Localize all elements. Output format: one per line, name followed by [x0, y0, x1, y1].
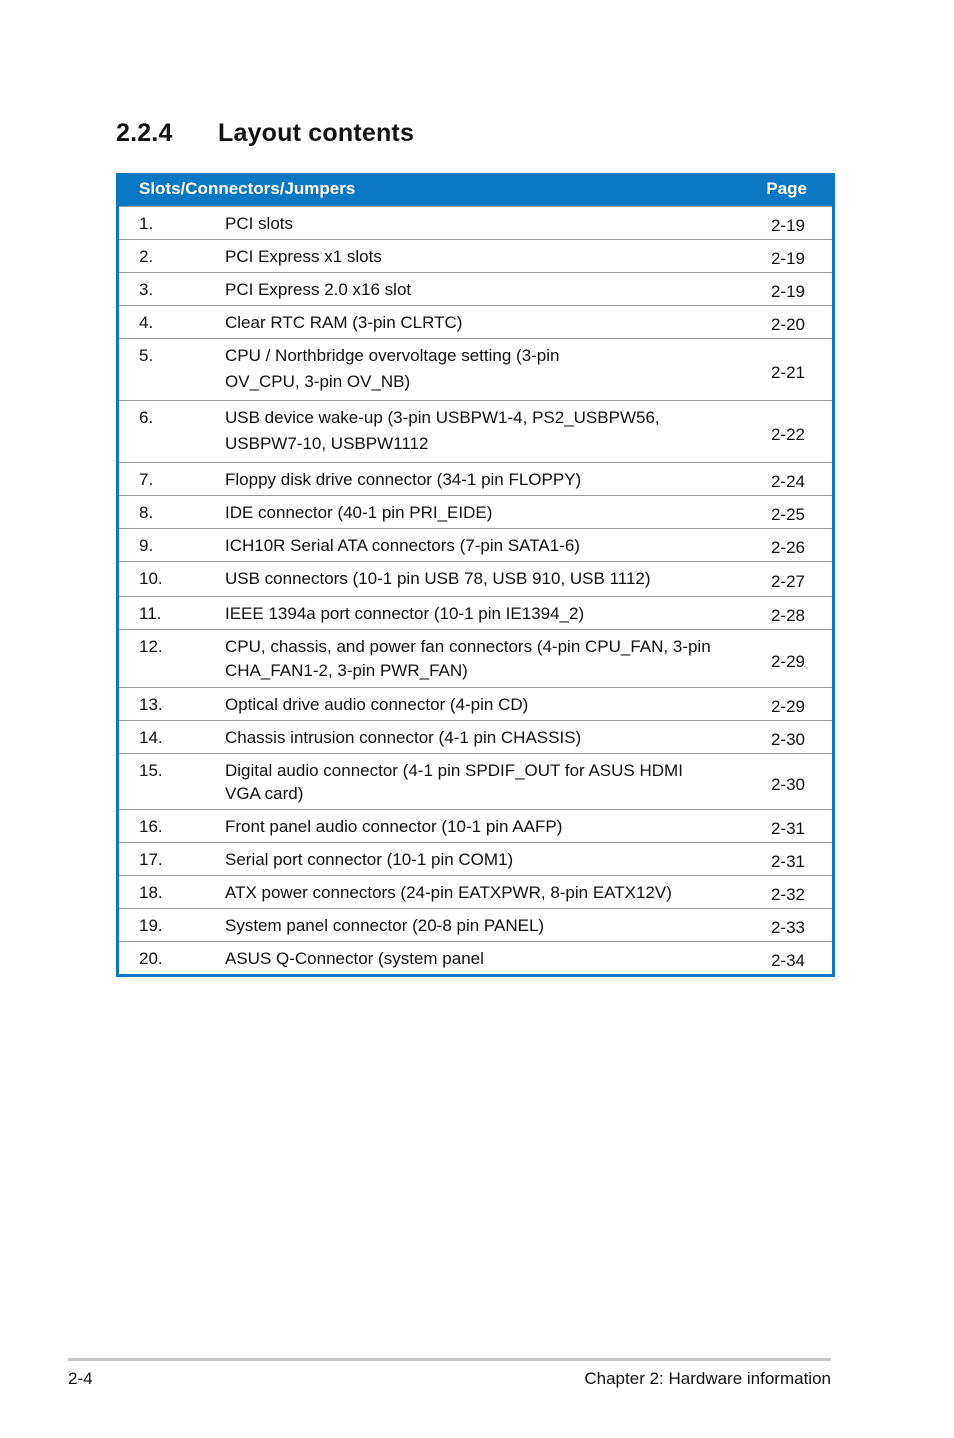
row-description: Serial port connector (10-1 pin COM1) — [225, 850, 514, 869]
table-row — [119, 462, 832, 495]
row-page: 2-29 — [770, 651, 805, 671]
row-page: 2-31 — [770, 852, 805, 871]
row-description-line: USB device wake-up (3-pin USBPW1-4, PS2_USBPW56, — [225, 408, 660, 427]
row-number: 10. — [139, 569, 163, 588]
row-number: 20. — [139, 949, 163, 968]
row-number: 19. — [139, 916, 163, 935]
row-number: 1. — [139, 214, 154, 233]
row-page: 2-27 — [770, 572, 805, 591]
row-page: 2-20 — [770, 315, 805, 334]
table-row — [119, 272, 832, 305]
row-description — [225, 401, 725, 462]
row-description: IDE connector (40-1 pin PRI_EIDE) — [225, 503, 493, 522]
row-description: PCI Express x1 slots — [225, 247, 382, 266]
row-number: 14. — [139, 728, 163, 747]
row-page: 2-25 — [770, 505, 805, 524]
table-row — [119, 809, 832, 842]
row-page: 2-19 — [770, 282, 805, 301]
section-heading — [116, 119, 414, 148]
row-description — [225, 754, 725, 809]
row-description: System panel connector (20-8 pin PANEL) — [225, 916, 545, 935]
row-number: 13. — [139, 695, 163, 714]
row-number: 5. — [139, 346, 154, 365]
row-description: USB connectors (10-1 pin USB 78, USB 910, USB 1112) — [225, 569, 651, 588]
table-row — [119, 753, 832, 809]
row-page: 2-21 — [770, 362, 805, 382]
table-row — [119, 561, 832, 596]
row-page: 2-32 — [770, 885, 805, 904]
row-description — [225, 339, 725, 400]
table-row — [119, 687, 832, 720]
row-page: 2-31 — [770, 819, 805, 838]
row-number: 7. — [139, 470, 154, 489]
section-number: 2.2.4 — [116, 119, 173, 147]
footer-chapter-title: Chapter 2: Hardware information — [584, 1369, 831, 1388]
row-description: PCI slots — [225, 214, 294, 233]
row-description: ASUS Q-Connector (system panel — [225, 949, 484, 968]
footer-page-number: 2-4 — [68, 1369, 93, 1388]
row-description: ICH10R Serial ATA connectors (7-pin SATA1-6) — [225, 536, 580, 555]
row-description — [225, 630, 725, 687]
row-description-line: USBPW7-10, USBPW1112 — [225, 434, 429, 453]
row-page: 2-34 — [770, 951, 805, 970]
row-number: 8. — [139, 503, 154, 522]
row-description: Chassis intrusion connector (4-1 pin CHASSIS) — [225, 728, 582, 747]
table-row — [119, 206, 832, 239]
row-description: PCI Express 2.0 x16 slot — [225, 280, 412, 299]
row-number: 3. — [139, 280, 154, 299]
table-row — [119, 720, 832, 753]
table-header — [119, 173, 832, 206]
row-page: 2-33 — [770, 918, 805, 937]
row-description: Floppy disk drive connector (34-1 pin FLOPPY) — [225, 470, 582, 489]
row-description-line: CPU / Northbridge overvoltage setting (3-pin — [225, 346, 560, 365]
table-row — [119, 908, 832, 941]
row-description-line: VGA card) — [225, 784, 304, 803]
row-page: 2-28 — [770, 606, 805, 625]
table-row — [119, 239, 832, 272]
table-row — [119, 495, 832, 528]
row-number: 6. — [139, 408, 154, 427]
section-title: Layout contents — [218, 119, 415, 147]
table-row — [119, 875, 832, 908]
table-row — [119, 941, 832, 974]
table-row — [119, 596, 832, 629]
row-page: 2-30 — [770, 774, 805, 794]
row-number: 9. — [139, 536, 154, 555]
table-row — [119, 400, 832, 462]
row-page: 2-29 — [770, 697, 805, 716]
table-row — [119, 629, 832, 687]
row-description-line: Digital audio connector (4-1 pin SPDIF_OUT for ASUS HDMI — [225, 761, 683, 780]
row-number: 18. — [139, 883, 163, 902]
table-row — [119, 842, 832, 875]
header-page: Page — [766, 178, 807, 198]
row-page: 2-19 — [770, 216, 805, 235]
row-number: 11. — [139, 604, 162, 623]
header-slots-connectors-jumpers: Slots/Connectors/Jumpers — [139, 178, 356, 198]
row-number: 4. — [139, 313, 154, 332]
table-row — [119, 305, 832, 338]
row-description: ATX power connectors (24-pin EATXPWR, 8-pin EATX12V) — [225, 883, 672, 902]
row-number: 15. — [139, 761, 163, 780]
footer-divider — [68, 1358, 831, 1361]
row-description: Front panel audio connector (10-1 pin AAFP) — [225, 817, 563, 836]
table-row — [119, 528, 832, 561]
table-row — [119, 338, 832, 400]
row-number: 12. — [139, 637, 163, 656]
row-description-line: CHA_FAN1-2, 3-pin PWR_FAN) — [225, 661, 468, 680]
row-page: 2-19 — [770, 249, 805, 268]
row-page: 2-30 — [770, 730, 805, 749]
row-page: 2-22 — [770, 424, 805, 444]
row-description-line: CPU, chassis, and power fan connectors (4-pin CPU_FAN, 3-pin — [225, 637, 711, 656]
row-description: Clear RTC RAM (3-pin CLRTC) — [225, 313, 463, 332]
row-description: IEEE 1394a port connector (10-1 pin IE1394_2) — [225, 604, 585, 623]
row-page: 2-26 — [770, 538, 805, 557]
row-description: Optical drive audio connector (4-pin CD) — [225, 695, 529, 714]
layout-contents-table — [116, 173, 835, 977]
row-description-line: OV_CPU, 3-pin OV_NB) — [225, 372, 411, 391]
row-number: 16. — [139, 817, 163, 836]
row-number: 2. — [139, 247, 154, 266]
row-page: 2-24 — [770, 472, 805, 491]
row-number: 17. — [139, 850, 163, 869]
